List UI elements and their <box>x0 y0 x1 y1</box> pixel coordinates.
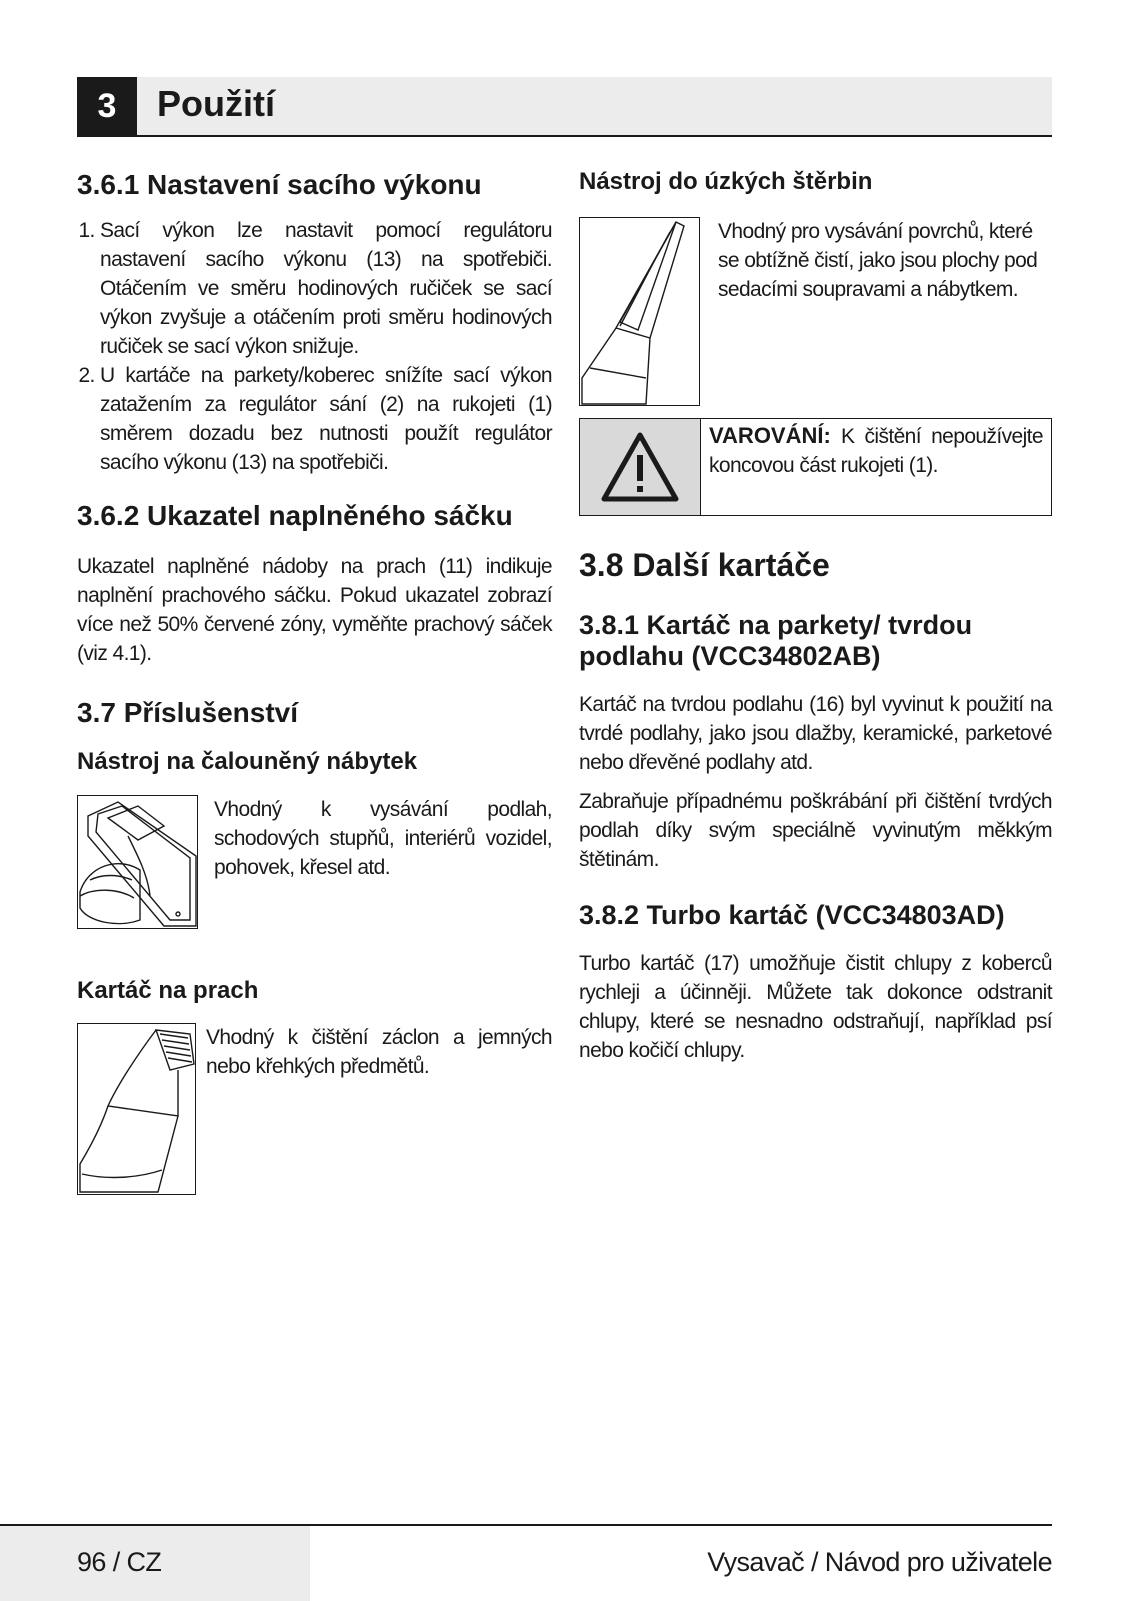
chapter-number: 3 <box>77 77 137 135</box>
right-column <box>579 168 1052 1065</box>
page-number: 96 / CZ <box>77 1547 162 1577</box>
list-item: 2. U kartáče na parkety/koberec snížíte sací výkon zatažením za regulátor sání (2) na rukojeti (1) směrem dozadu bez nutnosti použít regulátor sacího výkonu (13) na spotřebiči. <box>100 361 552 477</box>
upholstery-tool-image <box>77 795 198 929</box>
upholstery-tool-block <box>77 795 552 929</box>
dust-brush-title: Kartáč na prach <box>77 976 259 1004</box>
warning-text-block <box>701 419 1051 515</box>
chapter-title: Použití <box>157 83 275 124</box>
heading-3-6-2: 3.6.2 Ukazatel naplněného sáčku <box>77 499 513 531</box>
crevice-tool-block <box>579 217 1052 406</box>
chapter-header <box>77 77 1052 137</box>
suction-power-list <box>77 216 552 477</box>
warning-icon <box>580 419 701 515</box>
footer-divider <box>0 1524 1052 1526</box>
hard-floor-brush-text-1: Kartáč na tvrdou podlahu (16) byl vyvinut k použití na tvrdé podlahy, jako jsou dlažby, keramické, parketové nebo dřevěné podlahy atd. <box>579 693 1052 775</box>
turbo-brush-text: Turbo kartáč (17) umožňuje čistit chlupy z koberců rychleji a účinněji. Můžete tak dokonce odstranit chlupy, které se nesnadno odstraňují, například psí nebo kočičí chlupy. <box>579 952 1052 1063</box>
hard-floor-brush-text-2: Zabraňuje případnému poškrábání při čištění tvrdých podlah díky svým speciálně vyvinutým měkkým štětinám. <box>579 790 1052 872</box>
dust-brush-text: Vhodný k čištění záclon a jemných nebo křehkých předmětů. <box>206 1026 552 1079</box>
warning-text: K čištění nepoužívejte koncovou část rukojeti (1). <box>709 424 1043 477</box>
heading-3-7: 3.7 Příslušenství <box>77 697 299 729</box>
upholstery-tool-text: Vhodný k vysávání podlah, schodových stupňů, interiérů vozidel, pohovek, křesel atd. <box>214 797 552 879</box>
warning-box <box>579 418 1052 516</box>
document-title: Vysavač / Návod pro uživatele <box>707 1547 1052 1577</box>
crevice-tool-title: Nástroj do úzkých štěrbin <box>579 168 873 195</box>
crevice-tool-text: Vhodný pro vysávání povrchů, které se obtížně čistí, jako jsou plochy pod sedacími soupravami a nábytkem. <box>718 219 1038 301</box>
dust-brush-image <box>77 1023 196 1195</box>
bag-indicator-text: Ukazatel naplněné nádoby na prach (11) indikuje naplnění prachového sáčku. Pokud ukazatel zobrazí více než 50% červené zóny, vyměňte prachový sáček (viz 4.1). <box>77 555 552 666</box>
warning-label: VAROVÁNÍ: <box>709 422 831 448</box>
crevice-tool-image <box>579 217 700 406</box>
upholstery-tool-title: Nástroj na čalouněný nábytek <box>77 747 418 775</box>
crevice-tool-description <box>700 217 1052 304</box>
upholstery-tool-description <box>198 795 552 882</box>
list-item: 1. Sací výkon lze nastavit pomocí regulátoru nastavení sacího výkonu (13) na spotřebiči. Otáčením ve směru hodinových ručiček se sací výkon zvyšuje a otáčením proti směru hodinových ručiček se sací výkon snižuje. <box>100 216 552 361</box>
heading-3-8-2: 3.8.2 Turbo kartáč (VCC34803AD) <box>579 900 1005 931</box>
dust-brush-description <box>196 1023 552 1081</box>
left-column <box>77 168 552 1195</box>
heading-3-8: 3.8 Další kartáče <box>579 546 830 583</box>
heading-3-8-1: 3.8.1 Kartáč na parkety/ tvrdou podlahu (VCC34802AB) <box>579 610 973 672</box>
heading-3-6-1: 3.6.1 Nastavení sacího výkonu <box>77 169 482 200</box>
dust-brush-block <box>77 1023 552 1195</box>
